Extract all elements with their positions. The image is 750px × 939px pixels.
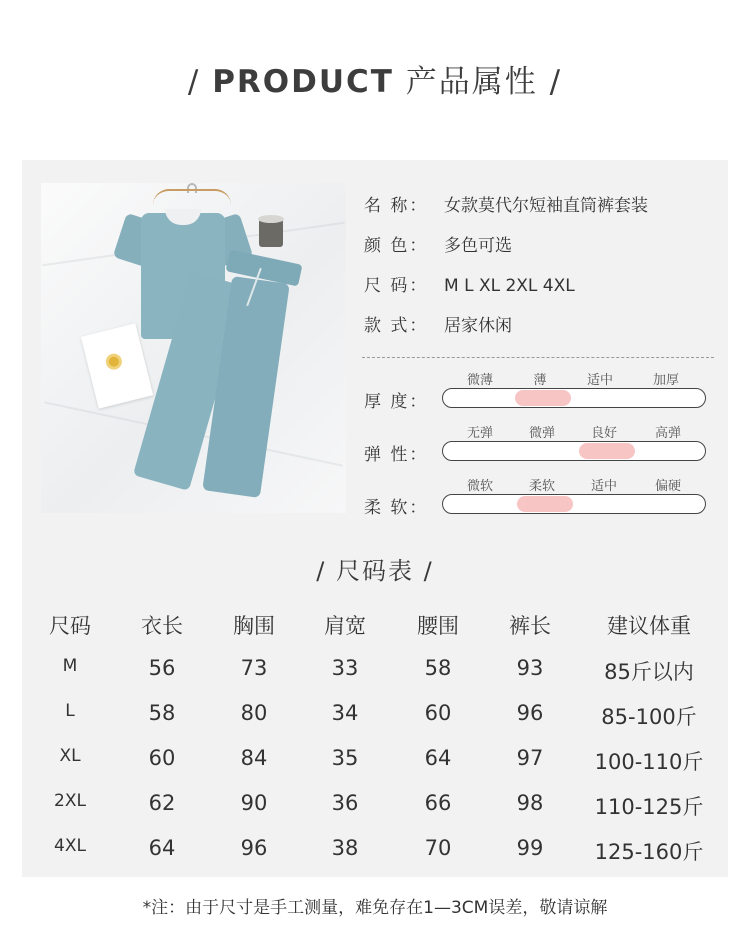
candle-jar-icon: [259, 219, 283, 247]
size-chart-title: / 尺码表 /: [316, 557, 434, 585]
thickness-label: 厚 度：: [364, 392, 429, 412]
table-cell: 80: [240, 701, 268, 725]
info-color-row: [364, 231, 512, 256]
elasticity-label: 弹 性：: [364, 445, 429, 465]
meter-marker: [517, 496, 573, 512]
table-cell: 58: [148, 701, 176, 725]
table-header-cell: 衣长: [141, 614, 183, 638]
meter-option: 高弹: [654, 426, 682, 441]
table-cell: 4XL: [54, 836, 86, 856]
info-label: 颜 色：: [364, 236, 429, 256]
table-cell: XL: [59, 746, 81, 766]
table-header-cell: 肩宽: [324, 614, 366, 638]
table-cell: 58: [424, 656, 452, 680]
table-cell: 33: [331, 656, 359, 680]
table-row: [22, 791, 728, 836]
table-cell: 36: [331, 791, 359, 815]
table-cell: M: [62, 656, 78, 676]
info-value: M L XL 2XL 4XL: [444, 276, 575, 296]
table-cell: 99: [516, 836, 544, 860]
table-cell: 84: [240, 746, 268, 770]
table-cell: 100-110斤: [594, 750, 704, 774]
table-header-cell: 尺码: [49, 614, 91, 638]
table-cell: 64: [148, 836, 176, 860]
softness-meter: [442, 494, 706, 514]
table-cell: 2XL: [54, 791, 86, 811]
product-photo: [41, 183, 346, 513]
table-header-row: [22, 610, 728, 655]
meter-option: 加厚: [652, 373, 680, 388]
info-label: 款 式：: [364, 316, 429, 336]
table-header-cell: 建议体重: [607, 614, 691, 638]
meter-marker: [515, 390, 571, 406]
info-value: 居家休闲: [444, 316, 512, 336]
table-header-cell: 胸围: [233, 614, 275, 638]
title-chinese: 产品属性: [405, 64, 538, 100]
table-header-cell: 腰围: [417, 614, 459, 638]
table-cell: 85-100斤: [601, 705, 697, 729]
meter-option: 薄: [533, 373, 547, 388]
meter-option: 柔软: [528, 479, 556, 494]
thickness-meter: [442, 388, 706, 408]
title-english: PRODUCT: [212, 64, 394, 100]
table-cell: 97: [516, 746, 544, 770]
table-cell: 90: [240, 791, 268, 815]
table-cell: 38: [331, 836, 359, 860]
measurement-note: *注：由于尺寸是手工测量，难免存在1—3CM误差，敬请谅解: [142, 898, 608, 918]
table-cell: 96: [516, 701, 544, 725]
info-label: 名 称：: [364, 196, 429, 216]
meter-marker: [579, 443, 635, 459]
meter-option: 适中: [586, 373, 614, 388]
softness-label: 柔 软：: [364, 498, 429, 518]
table-cell: 73: [240, 656, 268, 680]
table-row: [22, 836, 728, 881]
table-cell: 85斤以内: [604, 660, 694, 684]
table-cell: 62: [148, 791, 176, 815]
page-title: [0, 56, 750, 101]
table-row: [22, 746, 728, 791]
info-value: 多色可选: [444, 236, 512, 256]
table-cell: 98: [516, 791, 544, 815]
table-cell: 110-125斤: [594, 795, 704, 819]
table-row: [22, 656, 728, 701]
table-cell: 96: [240, 836, 268, 860]
table-cell: 66: [424, 791, 452, 815]
table-cell: L: [65, 701, 75, 721]
title-slash-right: /: [549, 64, 563, 100]
title-slash-left: /: [187, 64, 201, 100]
table-row: [22, 701, 728, 746]
meter-option: 微弹: [528, 426, 556, 441]
table-cell: 60: [148, 746, 176, 770]
meter-option: 偏硬: [654, 479, 682, 494]
meter-option: 无弹: [466, 426, 494, 441]
info-style-row: [364, 311, 512, 336]
meter-option: 良好: [590, 426, 618, 441]
divider: [362, 357, 714, 358]
info-name-row: [364, 191, 648, 216]
elasticity-meter: [442, 441, 706, 461]
info-size-row: [364, 271, 575, 296]
table-cell: 34: [331, 701, 359, 725]
info-value: 女款莫代尔短袖直筒裤套装: [444, 196, 648, 216]
table-cell: 125-160斤: [594, 840, 704, 864]
info-label: 尺 码：: [364, 276, 429, 296]
table-cell: 35: [331, 746, 359, 770]
hanger-icon: [153, 189, 231, 205]
table-cell: 93: [516, 656, 544, 680]
meter-option: 适中: [590, 479, 618, 494]
table-cell: 64: [424, 746, 452, 770]
table-cell: 60: [424, 701, 452, 725]
meter-option: 微软: [466, 479, 494, 494]
meter-option: 微薄: [466, 373, 494, 388]
table-cell: 70: [424, 836, 452, 860]
table-cell: 56: [148, 656, 176, 680]
table-header-cell: 裤长: [509, 614, 551, 638]
